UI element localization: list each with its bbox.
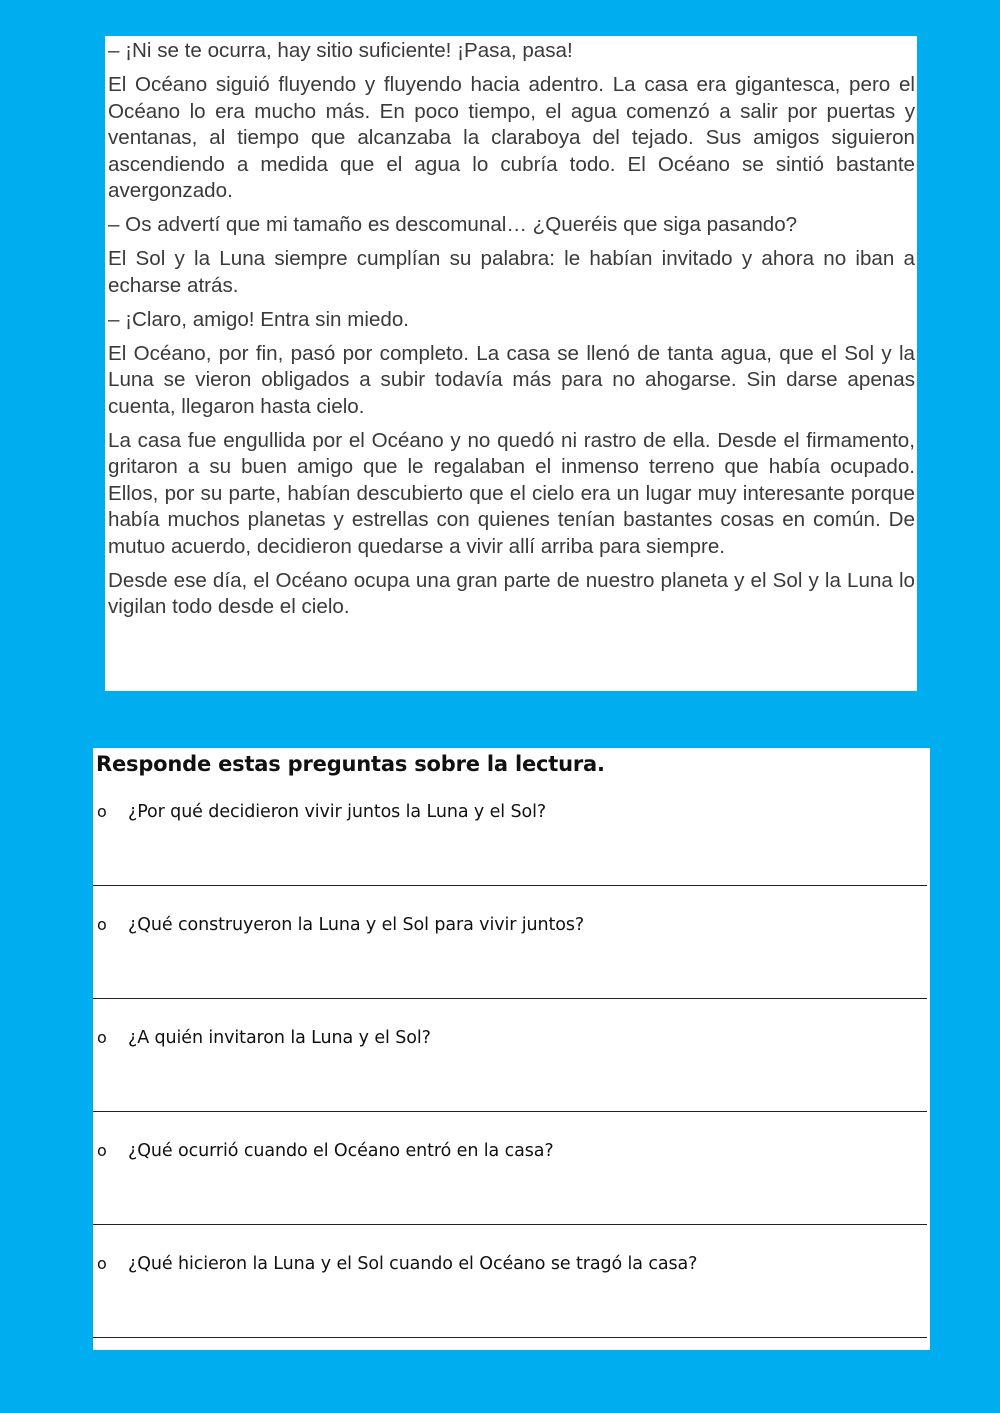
question-text: ¿Qué hicieron la Luna y el Sol cuando el Océano se tragó la casa? (128, 1254, 698, 1274)
reading-paragraph: Desde ese día, el Océano ocupa una gran parte de nuestro planeta y el Sol y la Luna lo vigilan todo desde el cielo. (108, 568, 915, 618)
reading-paragraph: – ¡Ni se te ocurra, hay sitio suficiente! ¡Pasa, pasa! (108, 39, 573, 62)
question-text: ¿A quién invitaron la Luna y el Sol? (128, 1028, 431, 1048)
question-item (93, 801, 930, 914)
question-text: ¿Qué ocurrió cuando el Océano entró en la casa? (128, 1141, 554, 1161)
reading-paragraph: La casa fue engullida por el Océano y no quedó ni rastro de ella. Desde el firmamento, gritaron a su buen amigo que le regalaban el inmenso terreno que había ocupado. Ellos, por su parte, habían descubierto que el cielo era un lugar muy interesante porque había muchos planetas y estrellas con quienes tenían bastantes cosas en común. De mutuo acuerdo, decidieron quedarse a vivir allí arriba para siempre. (108, 428, 915, 558)
question-text: ¿Qué construyeron la Luna y el Sol para vivir juntos? (128, 915, 585, 935)
reading-paragraph: – ¡Claro, amigo! Entra sin miedo. (108, 307, 410, 331)
reading-paragraph: El Sol y la Luna siempre cumplían su palabra: le habían invitado y ahora no iban a echarse atrás. (108, 247, 915, 297)
bullet-icon: o (97, 802, 107, 821)
reading-paragraph: El Océano, por fin, pasó por completo. La casa se llenó de tanta agua, que el Sol y la Luna se vieron obligados a subir todavía más para no ahogarse. Sin darse apenas cuenta, llegaron hasta cielo. (108, 341, 915, 418)
answer-line[interactable] (93, 1224, 927, 1225)
answer-line[interactable] (93, 1111, 927, 1112)
questions-panel (93, 748, 930, 1350)
question-item (93, 914, 930, 1027)
reading-paragraph: El Océano siguió fluyendo y fluyendo hacia adentro. La casa era gigantesca, pero el Océano lo era mucho más. En poco tiempo, el agua comenzó a salir por puertas y ventanas, al tiempo que alcanzaba la claraboya del tejado. Sus amigos siguieron ascendiendo a medida que el agua lo cubría todo. El Océano se sintió bastante avergonzado. (108, 73, 915, 202)
bullet-icon: o (97, 915, 107, 934)
bullet-icon: o (97, 1028, 107, 1047)
reading-passage (105, 36, 917, 691)
questions-title: Responde estas preguntas sobre la lectura. (96, 752, 605, 776)
answer-line[interactable] (93, 998, 927, 999)
bullet-icon: o (97, 1254, 107, 1273)
answer-line[interactable] (93, 885, 927, 886)
question-item (93, 1027, 930, 1140)
question-item (93, 1253, 930, 1366)
question-text: ¿Por qué decidieron vivir juntos la Luna y el Sol? (128, 802, 547, 822)
reading-paragraph: – Os advertí que mi tamaño es descomunal… ¿Queréis que siga pasando? (108, 213, 798, 236)
question-item (93, 1140, 930, 1253)
answer-line[interactable] (93, 1337, 927, 1338)
bullet-icon: o (97, 1141, 107, 1160)
